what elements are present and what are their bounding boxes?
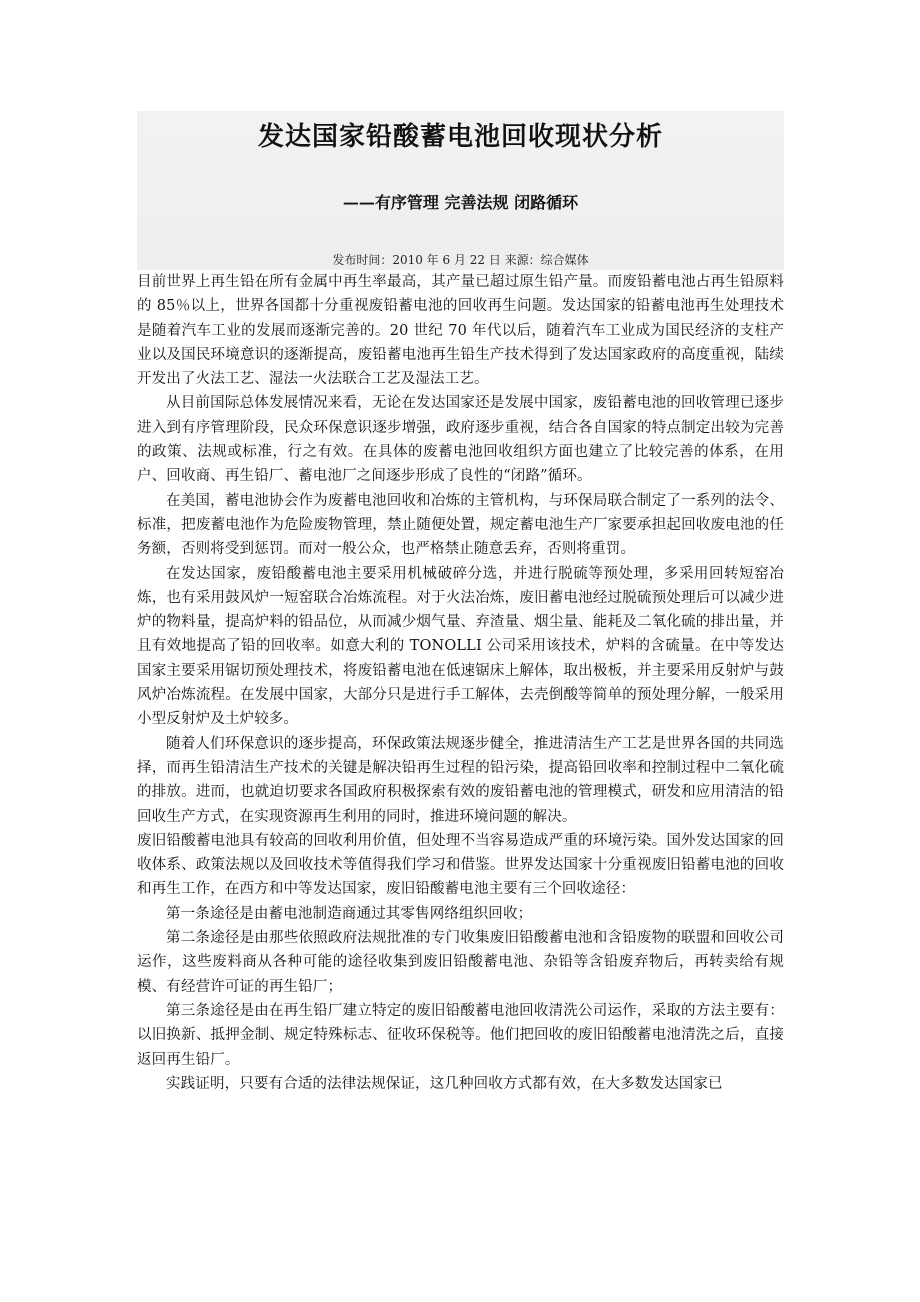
body-paragraph: 废旧铅酸蓄电池具有较高的回收利用价值，但处理不当容易造成严重的环境污染。国外发达国家的回收体系、政策法规以及回收技术等值得我们学习和借鉴。世界发达国家十分重视废旧铅蓄电池的回收和再生工作，在西方和中等发达国家，废旧铅酸蓄电池主要有三个回收途径： — [137, 832, 784, 898]
body-paragraph: 随着人们环保意识的逐步提高，环保政策法规逐步健全，推进清洁生产工艺是世界各国的共同选择，而再生铅清洁生产技术的关键是解决铅再生过程的铅污染，提高铅回收率和控制过程中二氧化硫的排放。进而，也就迫切要求各国政府积极探索有效的废铅蓄电池的管理模式，研发和应用清洁的铅回收生产方式，在实现资源再生利用的同时，推进环境问题的解决。 — [137, 735, 784, 825]
body-paragraph: 第二条途径是由那些依照政府法规批准的专门收集废旧铅酸蓄电池和含铅废物的联盟和回收公司运作，这些废料商从各种可能的途径收集到废旧铅酸蓄电池、杂铅等含铅废弃物后，再转卖给有规模、有经营许可证的再生铅厂； — [137, 930, 784, 995]
publication-info: 发布时间：2010 年 6 月 22 日 来源：综合媒体 — [332, 253, 589, 267]
article-title: 发达国家铅酸蓄电池回收现状分析 — [257, 122, 663, 152]
body-paragraph: 第一条途径是由蓄电池制造商通过其零售网络组织回收； — [166, 905, 533, 922]
article-subtitle: ——有序管理 完善法规 闭路循环 — [342, 193, 579, 212]
body-paragraph: 从目前国际总体发展情况来看，无论在发达国家还是发展中国家，废铅蓄电池的回收管理已逐步进入到有序管理阶段，民众环保意识逐步增强，政府逐步重视，结合各自国家的特点制定出较为完善的政策、法规或标准，行之有效。在具体的废蓄电池回收组织方面也建立了比较完善的体系，在用户、回收商、再生铅厂、蓄电池厂之间逐步形成了良性的“闭路”循环。 — [137, 395, 784, 485]
body-paragraph: 在美国，蓄电池协会作为废蓄电池回收和冶炼的主管机构，与环保局联合制定了一系列的法令、标准，把废蓄电池作为危险废物管理，禁止随便处置，规定蓄电池生产厂家要承担起回收废电池的任务额，否则将受到惩罚。而对一般公众，也严格禁止随意丢弃，否则将重罚。 — [137, 492, 784, 558]
body-paragraph: 目前世界上再生铅在所有金属中再生率最高，其产量已超过原生铅产量。而废铅蓄电池占再生铅原料的 85％以上，世界各国都十分重视废铅蓄电池的回收再生问题。发达国家的铅蓄电池再生处理技术是随着汽车工业的发展而逐渐完善的。20 世纪 70 年代以后，随着汽车工业成为国民经济的支柱产业以及国民环境意识的逐渐提高，废铅蓄电池再生铅生产技术得到了发达国家政府的高度重视，陆续开发出了火法工艺、湿法一火法联合工艺及湿法工艺。 — [137, 274, 784, 388]
body-paragraph: 实践证明，只要有合适的法律法规保证，这几种回收方式都有效，在大多数发达国家已 — [166, 1075, 723, 1092]
body-paragraph: 在发达国家，废铅酸蓄电池主要采用机械破碎分选，并进行脱硫等预处理，多采用回转短窑冶炼，也有采用鼓风炉一短窑联合冶炼流程。对于火法冶炼，废旧蓄电池经过脱硫预处理后可以减少进炉的物料量，提高炉料的铅品位，从而减少烟气量、弃渣量、烟尘量、能耗及二氧化硫的排出量，并且有效地提高了铅的回收率。如意大利的 TONOLLI 公司采用该技术，炉料的含硫量。在中等发达国家主要采用锯切预处理技术，将废铅蓄电池在低速锯床上解体，取出极板，并主要采用反射炉与鼓风炉冶炼流程。在发展中国家，大部分只是进行手工解体，去壳倒酸等简单的预处理分解，一般采用小型反射炉及土炉较多。 — [137, 565, 784, 728]
article-body — [137, 270, 784, 1096]
body-paragraph: 第三条途径是由在再生铅厂建立特定的废旧铅酸蓄电池回收清洗公司运作，采取的方法主要有：以旧换新、抵押金制、规定特殊标志、征收环保税等。他们把回收的废旧铅酸蓄电池清洗之后，直接返回再生铅厂。 — [137, 1002, 784, 1068]
